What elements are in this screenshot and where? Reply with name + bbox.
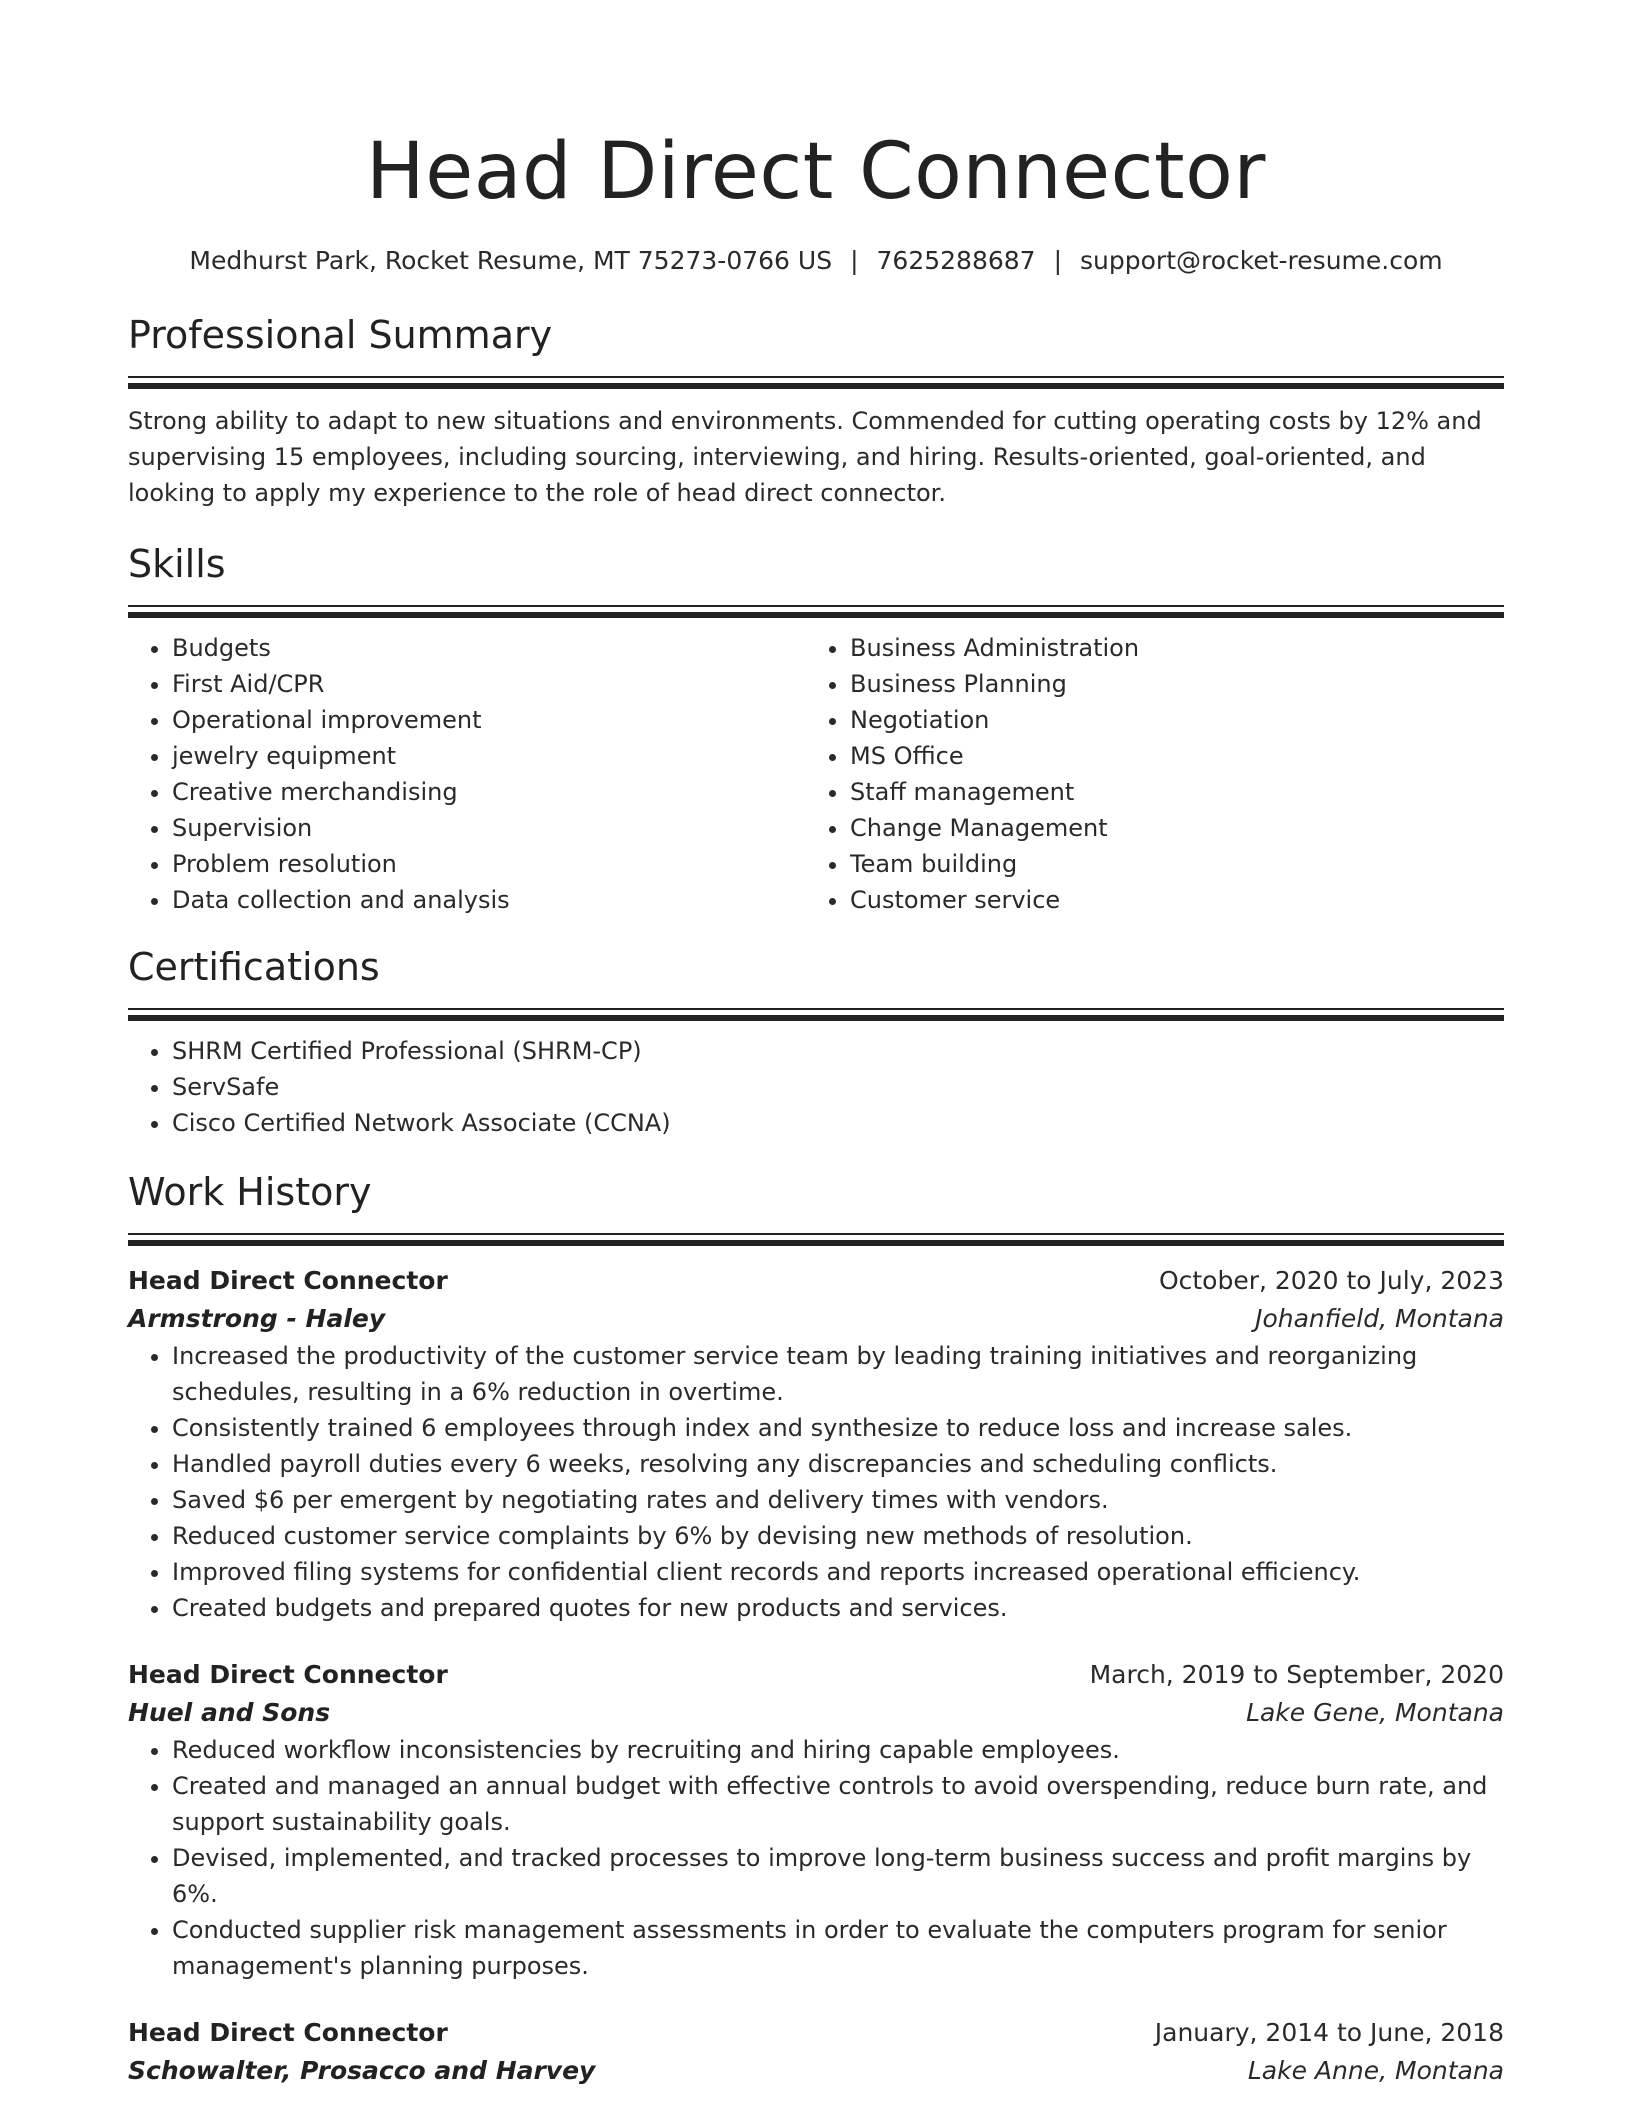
job-title: Head Direct Connector (128, 1266, 448, 1295)
skill-item: • MS Office (850, 738, 1504, 774)
job-title: Head Direct Connector (128, 1660, 448, 1689)
skill-item: • First Aid/CPR (172, 666, 806, 702)
job-dates: January, 2014 to June, 2018 (1154, 2018, 1504, 2047)
job-bullet: • Devised, implemented, and tracked processes to improve long-term business success and profit margins by 6%. (172, 1840, 1504, 1912)
skill-item: • Team building (850, 846, 1504, 882)
resume-name: Head Direct Connector (366, 127, 1266, 217)
job-header (128, 1656, 1504, 1694)
skill-item: • jewelry equipment (172, 738, 806, 774)
skills-list-left (128, 630, 806, 918)
job-entry (128, 1656, 1504, 1984)
skill-item: • Data collection and analysis (172, 882, 806, 918)
skills-list-right (806, 630, 1504, 918)
job-bullet: • Saved $6 per emergent by negotiating rates and delivery times with vendors. (172, 1482, 1504, 1518)
skill-item: • Business Planning (850, 666, 1504, 702)
certification-item: • SHRM Certified Professional (SHRM-CP) (172, 1033, 1504, 1069)
skills-grid (128, 630, 1504, 918)
skills-column-left (128, 630, 806, 918)
contact-separator: | (1053, 246, 1063, 275)
certification-item: • ServSafe (172, 1069, 1504, 1105)
skill-item: • Change Management (850, 810, 1504, 846)
job-entry (128, 2014, 1504, 2090)
contact-separator: | (850, 246, 859, 275)
work-history-section (128, 1167, 1504, 2090)
section-divider (128, 376, 1504, 389)
certifications-section (128, 942, 1504, 1141)
job-header (128, 2014, 1504, 2052)
job-bullet: • Reduced customer service complaints by 6% by devising new methods of resolution. (172, 1518, 1504, 1554)
job-company: Huel and Sons (128, 1698, 331, 1727)
job-subheader (128, 1694, 1504, 1732)
skill-item: • Supervision (172, 810, 806, 846)
section-title-certifications: Certifications (128, 945, 380, 989)
job-location: Lake Gene, Montana (1246, 1698, 1504, 1727)
job-location: Lake Anne, Montana (1247, 2056, 1504, 2085)
job-company: Schowalter, Prosacco and Harvey (128, 2056, 596, 2085)
skill-item: • Negotiation (850, 702, 1504, 738)
section-title-summary: Professional Summary (128, 313, 553, 357)
skill-item: • Problem resolution (172, 846, 806, 882)
job-bullet: • Increased the productivity of the customer service team by leading training initiatives and reorganizing schedules, resulting in a 6% reduction in overtime. (172, 1338, 1504, 1410)
job-bullet: • Conducted supplier risk management assessments in order to evaluate the computers program for senior management's planning purposes. (172, 1912, 1504, 1984)
skills-column-right (806, 630, 1504, 918)
job-dates: October, 2020 to July, 2023 (1158, 1266, 1504, 1295)
contact-email[interactable]: support@rocket-resume.com (1080, 246, 1443, 275)
skill-item: • Business Administration (850, 630, 1504, 666)
job-bullet: • Created and managed an annual budget with effective controls to avoid overspending, reduce burn rate, and support sustainability goals. (172, 1768, 1504, 1840)
contact-line (128, 244, 1504, 278)
job-bullet: • Improved filing systems for confidential client records and reports increased operational efficiency. (172, 1554, 1504, 1590)
job-location: Johanfield, Montana (1255, 1304, 1504, 1333)
job-title: Head Direct Connector (128, 2018, 448, 2047)
skill-item: • Budgets (172, 630, 806, 666)
contact-phone: 7625288687 (876, 246, 1036, 275)
job-bullets (128, 1338, 1504, 1626)
job-subheader (128, 1300, 1504, 1338)
job-bullet: • Handled payroll duties every 6 weeks, resolving any discrepancies and scheduling conflicts. (172, 1446, 1504, 1482)
certification-item: • Cisco Certified Network Associate (CCNA) (172, 1105, 1504, 1141)
skill-item: • Creative merchandising (172, 774, 806, 810)
job-company: Armstrong - Haley (128, 1304, 386, 1333)
skill-item: • Customer service (850, 882, 1504, 918)
job-subheader (128, 2052, 1504, 2090)
section-title-skills: Skills (128, 542, 226, 586)
section-title-work-history: Work History (128, 1170, 372, 1214)
summary-section (128, 310, 1504, 511)
certifications-list (128, 1033, 1504, 1141)
job-bullet: • Consistently trained 6 employees through index and synthesize to reduce loss and increase sales. (172, 1410, 1504, 1446)
skill-item: • Operational improvement (172, 702, 806, 738)
job-bullets (128, 1732, 1504, 1984)
contact-address: Medhurst Park, Rocket Resume, MT 75273-0766 US (189, 246, 833, 275)
skills-section (128, 539, 1504, 918)
job-bullet: • Created budgets and prepared quotes for new products and services. (172, 1590, 1504, 1626)
section-divider (128, 605, 1504, 618)
job-entry (128, 1262, 1504, 1626)
job-dates: March, 2019 to September, 2020 (1089, 1660, 1504, 1689)
skill-item: • Staff management (850, 774, 1504, 810)
section-divider (128, 1008, 1504, 1021)
job-header (128, 1262, 1504, 1300)
section-divider (128, 1233, 1504, 1246)
summary-text: Strong ability to adapt to new situations and environments. Commended for cutting operating costs by 12% and supervising 15 employees, including sourcing, interviewing, and hiring. Results-oriented, goal-oriented, and looking to apply my experience to the role of head direct connector. (128, 407, 1482, 507)
job-bullet: • Reduced workflow inconsistencies by recruiting and hiring capable employees. (172, 1732, 1504, 1768)
